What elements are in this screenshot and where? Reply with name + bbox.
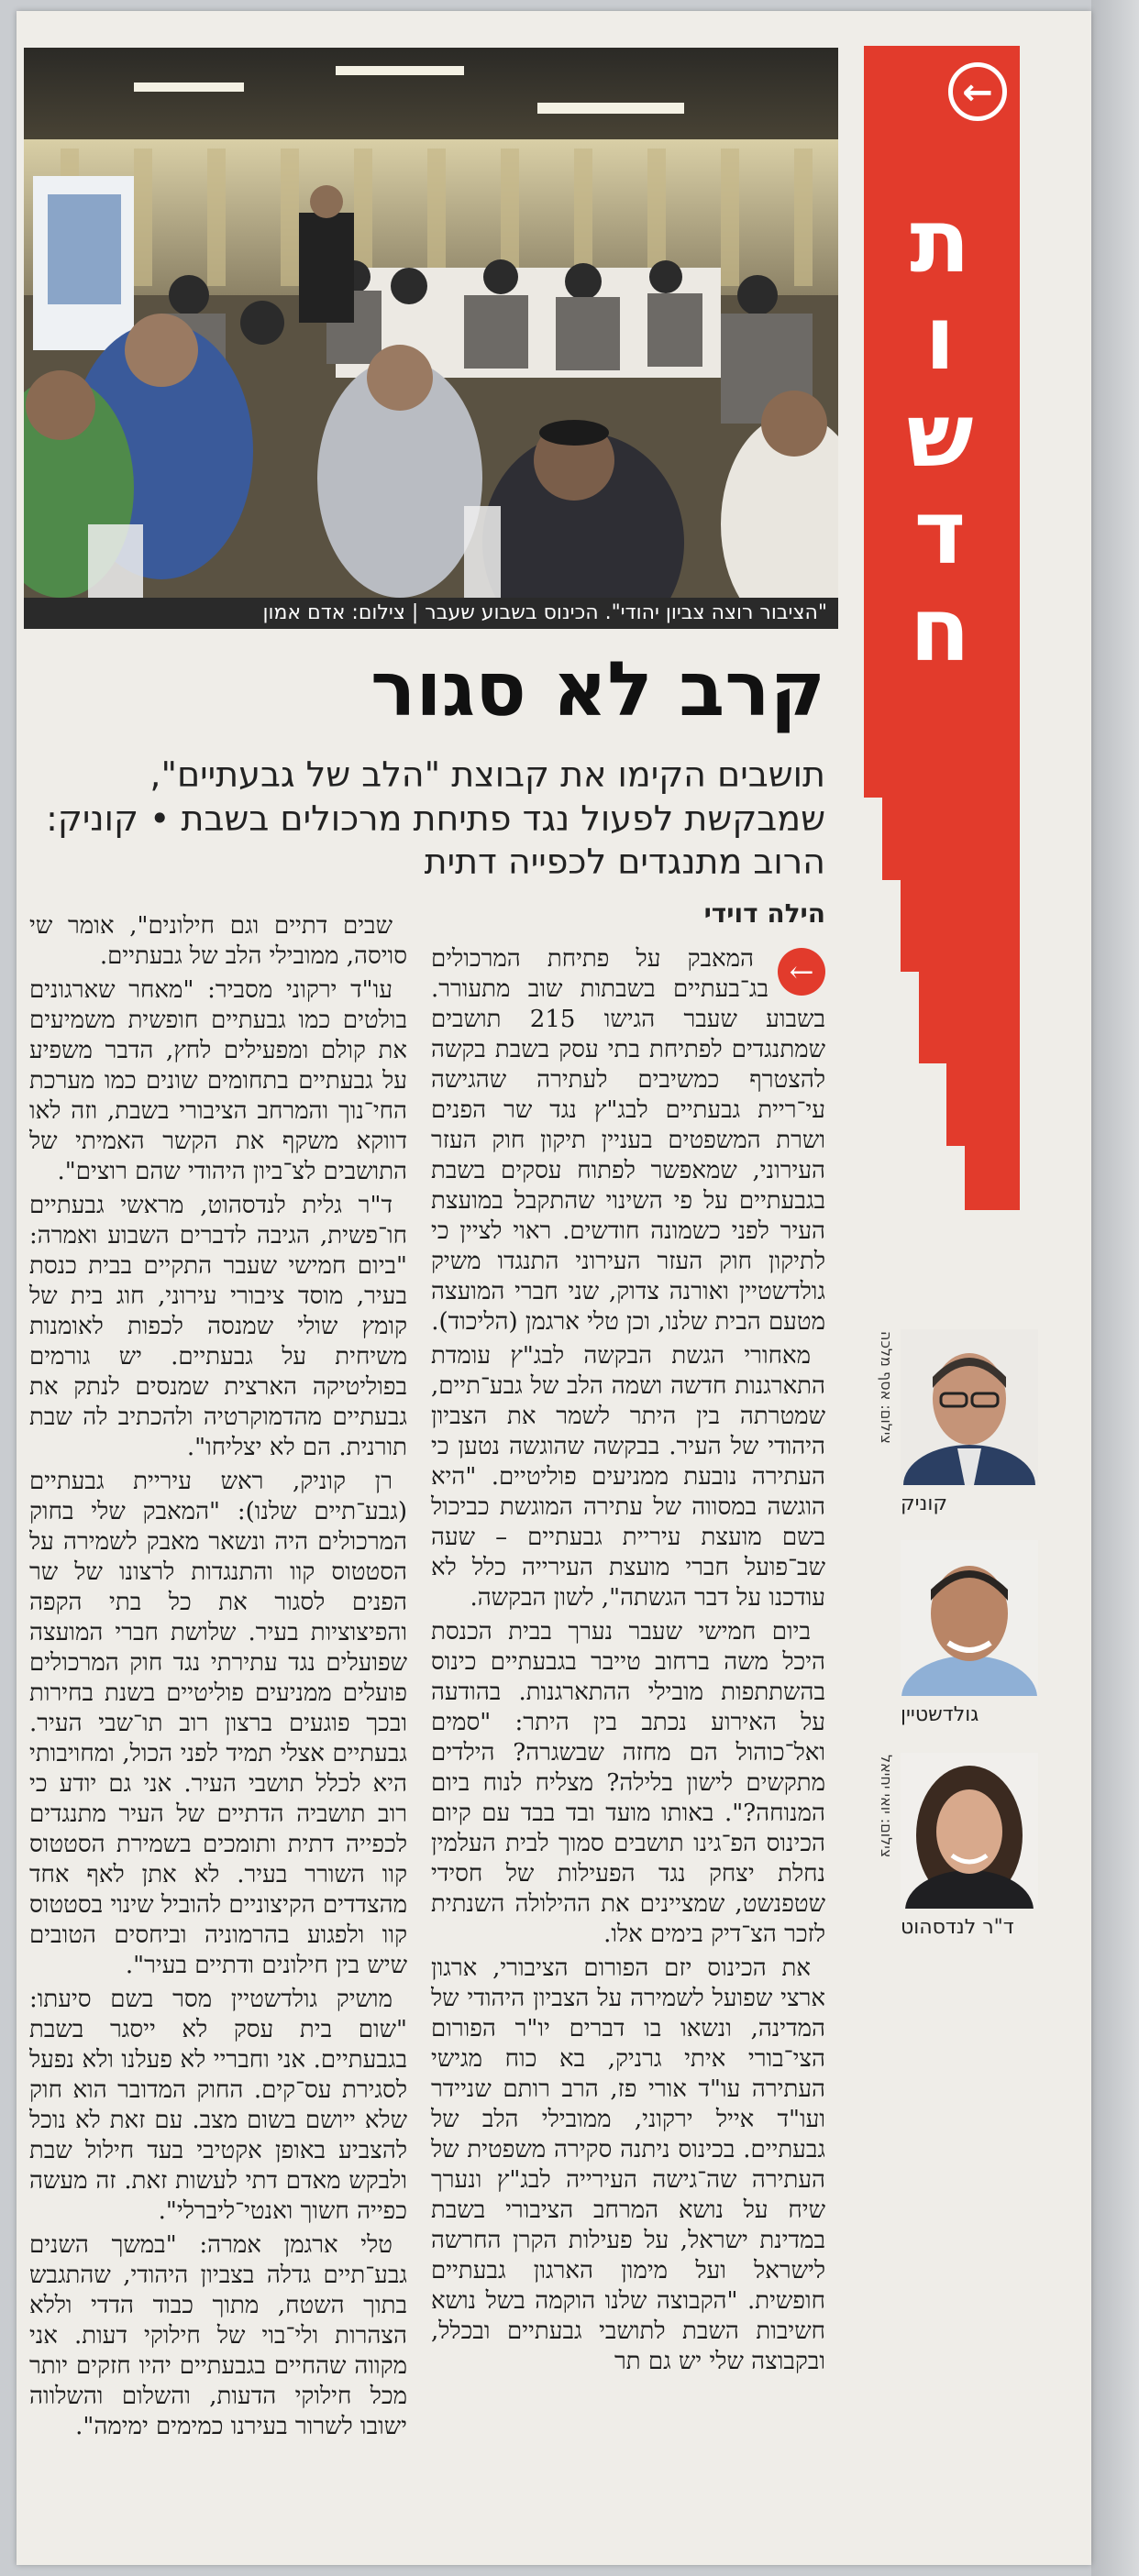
paragraph: מושיק גולדשטיין מסר בשם סיעתו: "שום בית עסק לא ייסגר בשבת בגבעתיים. אני וחבריי לא פעלנו ולא נפעל לסגירת עס־קים. החוק המדובר הוא חוק שלא ייושם בשום מצב. עם זאת לא נוכל להצביע באופן אקטיבי בעד חילול שבת ולבקש מאדם דתי לעשות זאת. זה מעשה כפייה חשוך ואנטי־ליברלי". bbox=[29, 1986, 407, 2225]
article-headline: קרב לא סגור bbox=[370, 646, 825, 733]
portrait-konik bbox=[901, 1329, 1038, 1485]
portrait-goldstein-name: גולדשטיין bbox=[901, 1703, 979, 1726]
portrait-konik-name: קוניק bbox=[901, 1492, 947, 1515]
paragraph: ד"ר גלית לנדסהוט, מראשי גבעתיים חו־פשית, הגיבה לדברים השבוע ואמרה: "ביום חמישי שעבר התקיים בבית כנסת בעיר, מוסד ציבורי עירוני, חוג בית של קומץ שולי שמנסה לכפות לאומנות משיחית על גבעתיים. יש גורמים בפוליטיקה הארצית שמנסים לנתק את גבעתיים מהדמוקרטיה ולהכתיב לה שבת תורנית. הם לא יצליחו". bbox=[29, 1192, 407, 1461]
article-column-right bbox=[431, 944, 825, 2558]
portrait-goldstein-image bbox=[901, 1540, 1038, 1696]
paragraph: טלי ארגמן אמרה: "במשך השנים גבע־תיים גדלה בצביון היהודי, שהתגבש בתוך השטח, מתוך כבוד הדדי וללא הצהרות ולי־בוי של חילוקי דעות. אני מקווה שהחיים בגבעתיים יהיו חזקים יותר מכל חילוקי הדעות, והשלום והשלווה ישובו לשרור בעירנו כמימים ימימה". bbox=[29, 2231, 407, 2440]
paragraph: מאחורי הגשת הבקשה לבג"ץ עומדת התארגנות חדשה ושמה הלב של גבע־תיים, שמטרתה בין היתר לשמר את הצביון היהודי של העיר. בבקשה שהוגשה נטען כי העתירה נובעת ממניעים פוליטיים. "היא הוגשה במסווה של עתירה המוגשת כביכול בשם מועצת עיריית גבעתיים – שעה שב־פועל חברי מועצת העירייה כלל לא עודכנו על דבר הגשתה", לשון הבקשה. bbox=[431, 1342, 825, 1612]
event-photo bbox=[24, 48, 838, 598]
photo-illustration bbox=[24, 48, 838, 598]
arrow-left-icon: ← bbox=[778, 948, 825, 996]
portrait-landsehut-image bbox=[901, 1753, 1038, 1909]
paragraph: שבים דתיים וגם חילונים", אומר שי סויסה, ממובילי הלב של גבעתיים. bbox=[29, 912, 407, 970]
paragraph: ביום חמישי שעבר נערך בבית הכנסת היכל משה ברחוב טייבר בגבעתיים כינוס בהשתתפות מובילי ההתארגנות. בהודעה על האירוע נכתב בין היתר: "סמים ואל־כוהול הם מחזה שבשגרה? הילדים מתקשים לישון בלילה? מצליח לנוח ביום המנוחה?". באותו מועד ובד בבד עם קיום הכינוס הפ־גינו תושבים סמוך לבית העלמין נחלת יצחק נגד הפעילות של חסידי שטפנשט, שמציינים את ההילולה השנתית לזכר הצ־דיק בימים אלו. bbox=[431, 1618, 825, 1948]
paragraph: את הכינוס יזם הפורום הציבורי, ארגון ארצי שפועל לשמירה על הצביון היהודי של המדינה, ונשאו בו דברים יו"ר הפורום הצי־בורי איתי גרניק, בא כוח מגישי העתירה עו"ד אורי פז, הרב רותם שניידר ועו"ד אייל ירקוני, ממובילי הלב של גבעתיים. בכינוס ניתנה סקירה משפטית של העתירה שה־גישה העירייה לבג"ץ ונערך שיח על נושא המרחב הציבורי בשבת במדינת ישראל, על פעילות הקרן החרשה לישראל ועל מימון הארגון גבעתיים חופשית. "הקבוצה שלנו הוקמה בשל נושא חשיבות השבת לתושבי גבעתיים ובכלל, ובקבוצה שלי יש גם תר bbox=[431, 1954, 825, 2375]
paragraph: המאבק על פתיחת המרכולים בג־בעתיים בשבתות שוב מתעורר. בשבוע שעבר הגישו 215 תושבים שמתנגדים לפתיחת בתי עסק בשבת בקשה להצטרף כמשיבים לעתירה שהגישה עי־ריית גבעתיים לבג"ץ נגד שר הפנים ושרת המשפטים בעניין תיקון חוק העזר העירוני, שמאפשר לפתוח עסקים בשבת בגבעתיים על פי השינוי שהתקבל במועצת העיר לפני כשמונה חודשים. ראוי לציין כי לתיקון חוק העזר העירוני התנגדו משיק גולדשטיין ואורנה צדוק, שני חברי המועצה מטעם הבית שלנו, וכן טלי ארגמן (הליכוד). bbox=[431, 945, 825, 1336]
article-byline: הילה דוידי bbox=[703, 898, 825, 929]
portrait-konik-image bbox=[901, 1329, 1038, 1485]
article-subhead: תושבים הקימו את קבוצת "הלב של גבעתיים", שמבקשת לפעול נגד פתיחת מרכולים בשבת • קוניק: הרוב מתנגדים לכפייה דתית bbox=[46, 754, 825, 882]
portrait-landsehut bbox=[901, 1753, 1038, 1909]
portrait-landsehut-name: ד"ר לנדסהוט bbox=[901, 1916, 1014, 1939]
paragraph: עו"ד ירקוני מסביר: "מאחר שארגונים בולטים כמו גבעתיים חופשית משמיעים את קולם ומפעילים לחץ, הדבר משפיע על גבעתיים בתחומים שונים כמו מערכת החי־נוך והמרחב הציבורי בשבת, וזה לאו דווקא משקף את הקשר האמיתי של התושבים לצ־ביון היהודי שהם רוצים". bbox=[29, 976, 407, 1185]
photo-caption: "הציבור רוצה צביון יהודי". הכינוס בשבוע שעבר | צילום: אדם אמון bbox=[24, 598, 838, 629]
page-edge bbox=[1091, 0, 1139, 2576]
section-banner-steps bbox=[864, 715, 1020, 1210]
arrow-left-icon: ← bbox=[948, 62, 1007, 121]
section-title: חדשות bbox=[889, 190, 991, 676]
paragraph: רן קוניק, ראש עיריית גבעתיים (גבע־תיים שלנו): "המאבק שלי בחוק המרכולים היה ונשאר מאבק לשמירה על הסטטוס קוו והתנגדות לרצונו של שר הפנים לסגור את כל בתי הקפה והפיצוציות בעיר. שלושת חברי המועצה שפועלים נגד עתירתי נגד חוק המרכולים פועלים ממניעים פוליטיים בשנת בחירות ובכך פוגעים ברצון רוב תו־שבי העיר. גבעתיים אצלי תמיד לפני הכול, ומחויבותי היא לכלל תושבי העיר. אני גם יודע כי רוב תושביה הדתיים של העיר מתנגדים לכפייה דתית ותומכים בשמירת הסטטוס קוו השורר בעיר. לא אתן לאף אחד מהצדדים הקיצוניים להוביל שינוי בסטטוס קוו ולפגוע בהרמוניה וביחסים הטובים שיש בין חילונים ודתיים בעיר". bbox=[29, 1468, 407, 1979]
portrait-landsehut-credit: צילום: יואי יחיאל bbox=[878, 1755, 895, 1858]
article-column-left bbox=[29, 911, 407, 2558]
portrait-konik-credit: צילום: אסף מלכה bbox=[878, 1331, 895, 1444]
portrait-goldstein bbox=[901, 1540, 1038, 1696]
newspaper-page bbox=[17, 11, 1091, 2565]
